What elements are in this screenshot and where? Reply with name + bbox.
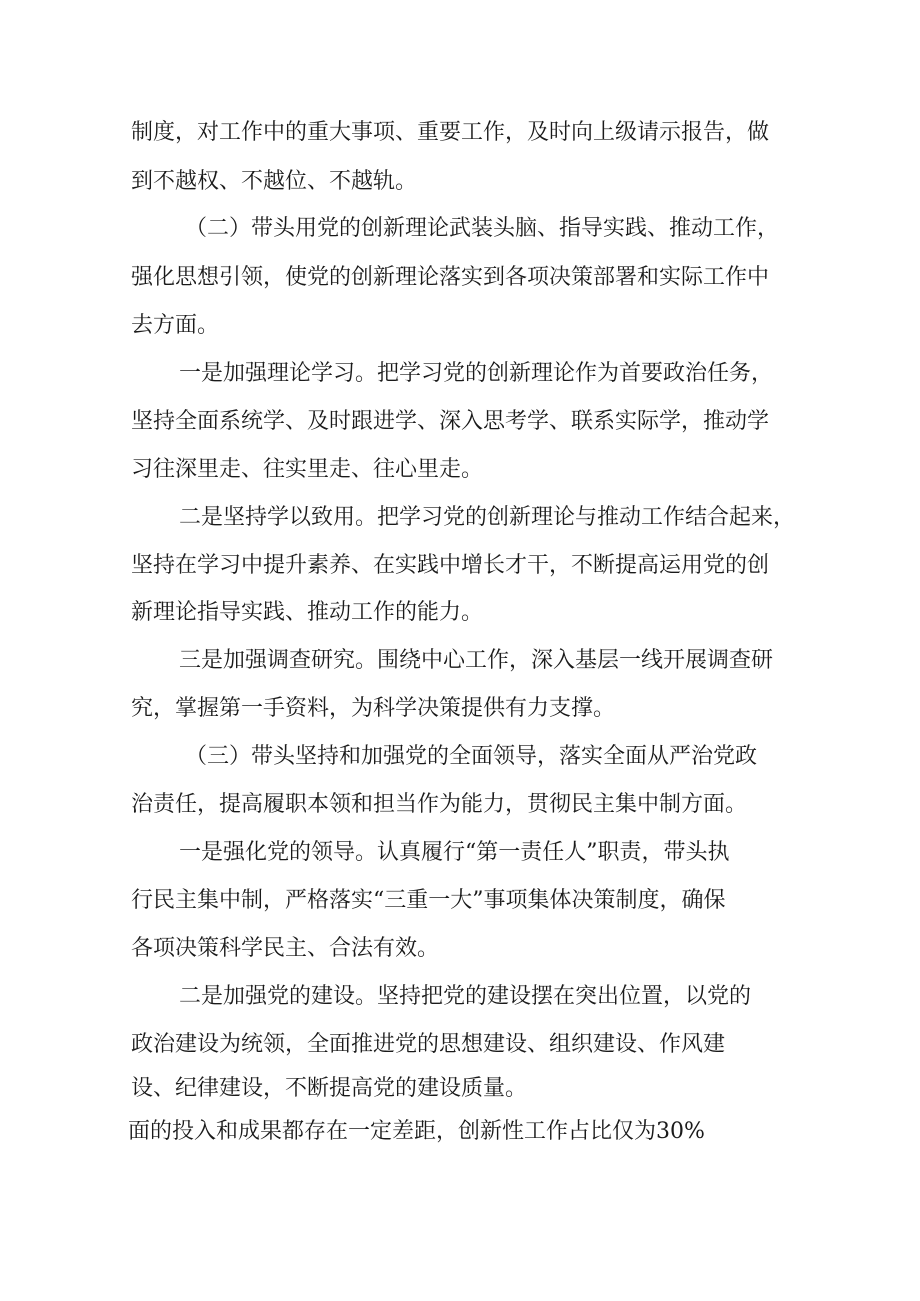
- text-line: 究，掌握第一手资料，为科学决策提供有力支撑。: [131, 696, 616, 721]
- text-line: 三是加强调查研究。围绕中心工作，深入基层一线开展调查研: [179, 648, 774, 673]
- text-line: 新理论指导实践、推动工作的能力。: [131, 600, 484, 625]
- text-line: 面的投入和成果都存在一定差距，创新性工作占比仅为30%: [128, 1119, 705, 1144]
- text-line: 习往深里走、往实里走、往心里走。: [131, 457, 484, 482]
- text-line: 制度，对工作中的重大事项、重要工作，及时向上级请示报告，做: [131, 120, 770, 145]
- text-line: 坚持全面系统学、及时跟进学、深入思考学、联系实际学，推动学: [131, 409, 770, 434]
- text-line: 到不越权、不越位、不越轨。: [131, 169, 418, 194]
- text-line: 去方面。: [131, 313, 220, 338]
- text-line: 行民主集中制，严格落实“三重一大”事项集体决策制度，确保: [131, 888, 726, 913]
- text-line: 一是强化党的领导。认真履行“第一责任人”职责，带头执: [179, 840, 730, 865]
- text-line: （三）带头坚持和加强党的全面领导，落实全面从严治党政: [185, 744, 758, 769]
- text-line: （二）带头用党的创新理论武装头脑、指导实践、推动工作，: [185, 216, 780, 241]
- text-line: 一是加强理论学习。把学习党的创新理论作为首要政治任务，: [179, 361, 774, 386]
- text-line: 二是加强党的建设。坚持把党的建设摆在突出位置，以党的: [179, 984, 752, 1009]
- text-line: 治责任，提高履职本领和担当作为能力，贯彻民主集中制方面。: [131, 792, 748, 817]
- text-line: 各项决策科学民主、合法有效。: [131, 936, 440, 961]
- text-line: 政治建设为统领，全面推进党的思想建设、组织建设、作风建: [131, 1032, 726, 1057]
- text-line: 设、纪律建设，不断提高党的建设质量。: [131, 1076, 528, 1101]
- text-line: 二是坚持学以致用。把学习党的创新理论与推动工作结合起来，: [179, 505, 796, 530]
- text-line: 强化思想引领，使党的创新理论落实到各项决策部署和实际工作中: [131, 265, 770, 290]
- text-line: 坚持在学习中提升素养、在实践中增长才干，不断提高运用党的创: [131, 553, 770, 578]
